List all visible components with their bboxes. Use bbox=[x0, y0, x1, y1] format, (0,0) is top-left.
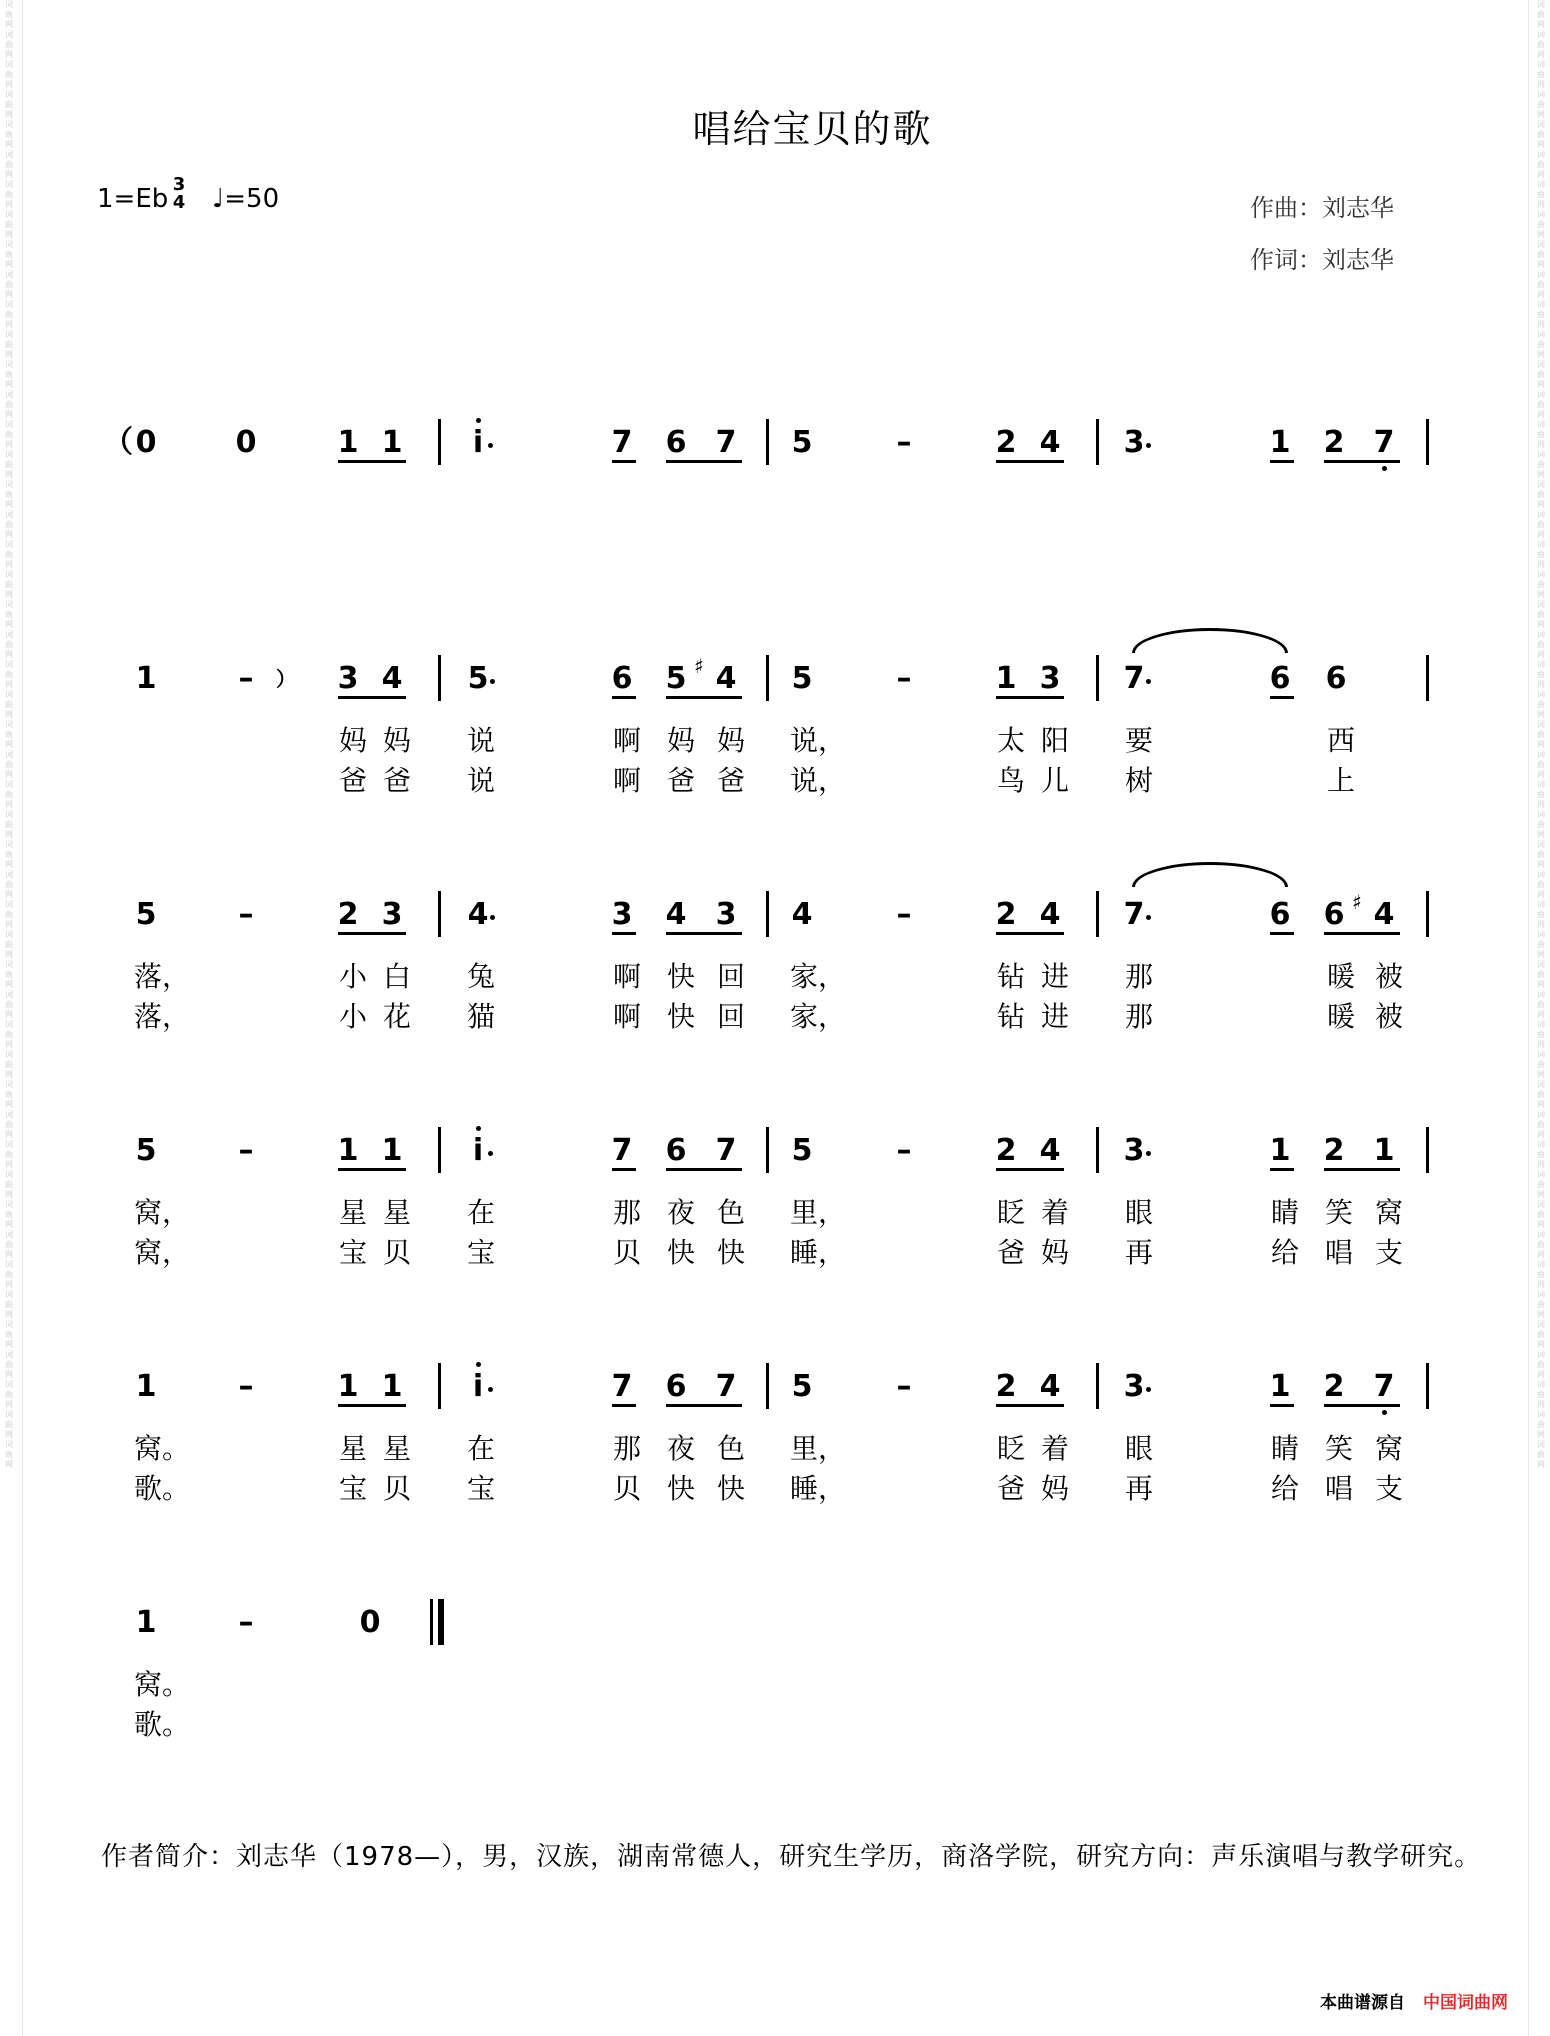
dash: – bbox=[896, 425, 912, 460]
lyric: 被 bbox=[1374, 1000, 1403, 1033]
lyric: 要 bbox=[1124, 724, 1153, 757]
note: 7 bbox=[1123, 897, 1145, 932]
underline bbox=[996, 1168, 1064, 1171]
underline bbox=[1270, 1168, 1294, 1171]
underline bbox=[612, 460, 636, 463]
note: 7 bbox=[715, 425, 737, 460]
lyric: 快 bbox=[666, 1236, 695, 1269]
note: 1 bbox=[135, 661, 157, 696]
lyric: 家， bbox=[790, 960, 847, 993]
underline bbox=[1324, 932, 1400, 935]
lyric: 睡， bbox=[790, 1472, 847, 1505]
slur bbox=[1132, 628, 1288, 653]
underline bbox=[1324, 1168, 1400, 1171]
augmentation-dot bbox=[488, 443, 493, 448]
note: 0 bbox=[359, 1605, 381, 1640]
barline bbox=[438, 1127, 441, 1173]
barline bbox=[438, 655, 441, 701]
tempo-marking: ♩=50 bbox=[212, 184, 280, 214]
lyric: 树 bbox=[1124, 764, 1153, 797]
barline bbox=[1426, 1127, 1429, 1173]
underline bbox=[338, 932, 406, 935]
note: 5 bbox=[791, 1369, 813, 1404]
lyric: 儿 bbox=[1040, 764, 1069, 797]
underline bbox=[666, 460, 742, 463]
lyric: 西 bbox=[1326, 724, 1355, 757]
note: 4 bbox=[381, 661, 403, 696]
note: 1 bbox=[337, 1133, 359, 1168]
lyric: 啊 bbox=[612, 1000, 641, 1033]
low-octave-dot bbox=[1382, 1410, 1387, 1415]
high-octave-dot bbox=[476, 418, 481, 423]
lyric: 贝 bbox=[612, 1472, 641, 1505]
lyric: 睛 bbox=[1270, 1432, 1299, 1465]
lyric: 里， bbox=[790, 1196, 847, 1229]
dash: – bbox=[238, 1369, 254, 1404]
time-signature bbox=[172, 176, 186, 212]
note: 7 bbox=[611, 1133, 633, 1168]
note: 1 bbox=[337, 1369, 359, 1404]
high-octave-dot bbox=[476, 1126, 481, 1131]
note: 1 bbox=[381, 1369, 403, 1404]
note: 1 bbox=[381, 425, 403, 460]
lyric: 在 bbox=[466, 1432, 495, 1465]
lyric: 兔 bbox=[466, 960, 495, 993]
author-bio: 作者简介：刘志华（1978—），男，汉族，湖南常德人，研究生学历，商洛学院，研究方向：声乐演唱与教学研究。 bbox=[101, 1842, 1482, 1872]
lyric: 爸 bbox=[338, 764, 367, 797]
note: i bbox=[472, 1369, 484, 1404]
lyric: 啊 bbox=[612, 724, 641, 757]
barline bbox=[766, 655, 769, 701]
lyric: 唱 bbox=[1324, 1472, 1353, 1505]
sharp-sign: ♯ bbox=[694, 654, 704, 678]
note: 4 bbox=[791, 897, 813, 932]
dash: – bbox=[238, 1133, 254, 1168]
lyric: 眼 bbox=[1124, 1432, 1153, 1465]
lyric: 睡， bbox=[790, 1236, 847, 1269]
note: 3 bbox=[1123, 1369, 1145, 1404]
note: 6 bbox=[665, 1369, 687, 1404]
underline bbox=[338, 460, 406, 463]
dash: – bbox=[238, 661, 254, 696]
lyric: 啊 bbox=[612, 960, 641, 993]
underline bbox=[666, 696, 742, 699]
lyric: 说， bbox=[790, 724, 847, 757]
lyric: 回 bbox=[716, 1000, 745, 1033]
lyric: 色 bbox=[716, 1432, 745, 1465]
lyric: 妈 bbox=[666, 724, 695, 757]
lyric: 回 bbox=[716, 960, 745, 993]
augmentation-dot bbox=[488, 1387, 493, 1392]
note: 2 bbox=[1323, 425, 1345, 460]
lyric: 鸟 bbox=[996, 764, 1025, 797]
lyricist-credit: 作词：刘志华 bbox=[1250, 246, 1394, 274]
underline bbox=[612, 1168, 636, 1171]
key-signature: 1=Eb bbox=[97, 184, 169, 214]
lyric: 歌。 bbox=[134, 1708, 191, 1741]
underline bbox=[338, 1168, 406, 1171]
lyric: 暖 bbox=[1326, 960, 1355, 993]
lyric: 快 bbox=[716, 1472, 745, 1505]
augmentation-dot bbox=[490, 679, 495, 684]
lyric: 星 bbox=[338, 1196, 367, 1229]
lyric: 宝 bbox=[338, 1236, 367, 1269]
dash: – bbox=[896, 1133, 912, 1168]
lyric: 钻 bbox=[996, 960, 1025, 993]
note: 3 bbox=[1039, 661, 1061, 696]
composer-credit: 作曲：刘志华 bbox=[1250, 194, 1394, 222]
lyric: 家， bbox=[790, 1000, 847, 1033]
lyric: 窝 bbox=[1374, 1196, 1403, 1229]
lyric: 妈 bbox=[716, 724, 745, 757]
lyric: 落， bbox=[134, 1000, 191, 1033]
barline bbox=[1096, 419, 1099, 465]
underline bbox=[1270, 932, 1294, 935]
lyric: 宝 bbox=[466, 1236, 495, 1269]
lyric: 窝。 bbox=[134, 1432, 191, 1465]
lyric: 贝 bbox=[382, 1472, 411, 1505]
note: 4 bbox=[1373, 897, 1395, 932]
note: 7 bbox=[1123, 661, 1145, 696]
note: 4 bbox=[1039, 897, 1061, 932]
lyric: 花 bbox=[382, 1000, 411, 1033]
lyric: 再 bbox=[1124, 1472, 1153, 1505]
barline bbox=[766, 891, 769, 937]
note: i bbox=[472, 425, 484, 460]
dash: – bbox=[238, 1605, 254, 1640]
note: 5 bbox=[135, 897, 157, 932]
lyric: 小 bbox=[338, 1000, 367, 1033]
note: 6 bbox=[1323, 897, 1345, 932]
note: 2 bbox=[337, 897, 359, 932]
lyric: 夜 bbox=[666, 1196, 695, 1229]
note: 4 bbox=[467, 897, 489, 932]
lyric: 阳 bbox=[1040, 724, 1069, 757]
slur bbox=[1132, 862, 1288, 887]
source-footer bbox=[1320, 1988, 1508, 2013]
lyric: 爸 bbox=[996, 1236, 1025, 1269]
dash: – bbox=[896, 1369, 912, 1404]
open-paren: （ bbox=[103, 425, 133, 460]
lyric: 那 bbox=[612, 1432, 641, 1465]
lyric: 妈 bbox=[1040, 1236, 1069, 1269]
underline bbox=[338, 1404, 406, 1407]
lyric: 给 bbox=[1270, 1472, 1299, 1505]
lyric: 进 bbox=[1040, 1000, 1069, 1033]
underline bbox=[338, 696, 406, 699]
note: 3 bbox=[715, 897, 737, 932]
lyric: 太 bbox=[996, 724, 1025, 757]
lyric: 里， bbox=[790, 1432, 847, 1465]
barline bbox=[438, 1363, 441, 1409]
underline bbox=[1324, 460, 1400, 463]
lyric: 说 bbox=[466, 724, 495, 757]
underline bbox=[666, 1168, 742, 1171]
barline bbox=[1096, 1127, 1099, 1173]
note: 6 bbox=[1269, 897, 1291, 932]
barline bbox=[1096, 655, 1099, 701]
lyric: 被 bbox=[1374, 960, 1403, 993]
lyric: 歌。 bbox=[134, 1472, 191, 1505]
underline bbox=[666, 932, 742, 935]
underline bbox=[996, 1404, 1064, 1407]
barline bbox=[1426, 655, 1429, 701]
note: 7 bbox=[611, 425, 633, 460]
dash: – bbox=[238, 897, 254, 932]
lyric: 快 bbox=[666, 960, 695, 993]
time-signature-top: 3 bbox=[172, 174, 186, 195]
lyric: 给 bbox=[1270, 1236, 1299, 1269]
note: 4 bbox=[715, 661, 737, 696]
note: 6 bbox=[1269, 661, 1291, 696]
lyric: 贝 bbox=[382, 1236, 411, 1269]
lyric: 再 bbox=[1124, 1236, 1153, 1269]
underline bbox=[612, 932, 636, 935]
note: 2 bbox=[995, 425, 1017, 460]
note: 4 bbox=[1039, 1133, 1061, 1168]
note: 2 bbox=[1323, 1369, 1345, 1404]
note: 6 bbox=[665, 1133, 687, 1168]
left-margin-line bbox=[22, 0, 23, 2036]
note: 2 bbox=[995, 1369, 1017, 1404]
sharp-sign: ♯ bbox=[1352, 890, 1362, 914]
augmentation-dot bbox=[1146, 1151, 1151, 1156]
lyric: 爸 bbox=[716, 764, 745, 797]
lyric: 窝， bbox=[134, 1236, 191, 1269]
lyric: 妈 bbox=[338, 724, 367, 757]
augmentation-dot bbox=[490, 915, 495, 920]
lyric: 星 bbox=[338, 1432, 367, 1465]
underline bbox=[612, 1404, 636, 1407]
dash: – bbox=[896, 661, 912, 696]
lyric: 笑 bbox=[1324, 1196, 1353, 1229]
note: 6 bbox=[1325, 661, 1347, 696]
note: 3 bbox=[381, 897, 403, 932]
lyric: 眨 bbox=[996, 1196, 1025, 1229]
augmentation-dot bbox=[1146, 915, 1151, 920]
time-signature-bottom: 4 bbox=[172, 192, 186, 213]
lyric: 窝， bbox=[134, 1196, 191, 1229]
final-barline-thin bbox=[430, 1599, 433, 1645]
lyric: 暖 bbox=[1326, 1000, 1355, 1033]
lyric: 贝 bbox=[612, 1236, 641, 1269]
note: 2 bbox=[995, 897, 1017, 932]
lyric: 爸 bbox=[382, 764, 411, 797]
underline bbox=[996, 460, 1064, 463]
note: i bbox=[472, 1133, 484, 1168]
note: 1 bbox=[337, 425, 359, 460]
note: 5 bbox=[135, 1133, 157, 1168]
note: 1 bbox=[1373, 1133, 1395, 1168]
underline bbox=[666, 1404, 742, 1407]
augmentation-dot bbox=[1146, 443, 1151, 448]
lyric: 妈 bbox=[1040, 1472, 1069, 1505]
note: 2 bbox=[995, 1133, 1017, 1168]
note: 5 bbox=[665, 661, 687, 696]
underline bbox=[1270, 460, 1294, 463]
lyric: 落， bbox=[134, 960, 191, 993]
lyric: 夜 bbox=[666, 1432, 695, 1465]
right-watermark: 词曲网词曲网词曲网词曲网词曲网词曲网词曲网词曲网词曲网词曲网词曲网词曲网词曲网词曲网词曲网词曲网词曲网词曲网词曲网词曲网词曲网词曲网词曲网词曲网词曲网词曲网词曲网词曲网词曲网词曲网词曲网词曲网词曲网词曲网词曲网词曲网词曲网词曲网词曲网词曲网词曲网词曲网词曲网词曲网词曲网词曲网词曲网词曲网词曲网 bbox=[1537, 0, 1545, 1469]
note: 4 bbox=[1039, 425, 1061, 460]
note: 2 bbox=[1323, 1133, 1345, 1168]
final-barline-thick bbox=[438, 1599, 444, 1645]
note: 3 bbox=[611, 897, 633, 932]
lyric: 着 bbox=[1040, 1196, 1069, 1229]
underline bbox=[996, 932, 1064, 935]
note: 1 bbox=[1269, 425, 1291, 460]
lyric: 啊 bbox=[612, 764, 641, 797]
lyric: 宝 bbox=[338, 1472, 367, 1505]
barline bbox=[1096, 891, 1099, 937]
lyric: 在 bbox=[466, 1196, 495, 1229]
lyric: 那 bbox=[1124, 1000, 1153, 1033]
lyric: 快 bbox=[666, 1472, 695, 1505]
lyric: 窝 bbox=[1374, 1432, 1403, 1465]
lyric: 快 bbox=[666, 1000, 695, 1033]
barline bbox=[1426, 419, 1429, 465]
lyric: 眨 bbox=[996, 1432, 1025, 1465]
note: 5 bbox=[791, 1133, 813, 1168]
lyric: 钻 bbox=[996, 1000, 1025, 1033]
lyric: 爸 bbox=[666, 764, 695, 797]
left-watermark: 词曲网词曲网词曲网词曲网词曲网词曲网词曲网词曲网词曲网词曲网词曲网词曲网词曲网词曲网词曲网词曲网词曲网词曲网词曲网词曲网词曲网词曲网词曲网词曲网词曲网词曲网词曲网词曲网词曲网词曲网词曲网词曲网词曲网词曲网词曲网词曲网词曲网词曲网词曲网词曲网词曲网词曲网词曲网词曲网词曲网词曲网词曲网词曲网词曲网 bbox=[5, 0, 13, 1469]
underline bbox=[996, 696, 1064, 699]
lyric: 睛 bbox=[1270, 1196, 1299, 1229]
note: 1 bbox=[995, 661, 1017, 696]
note: 7 bbox=[1373, 425, 1395, 460]
lyric: 猫 bbox=[466, 1000, 495, 1033]
barline bbox=[766, 1363, 769, 1409]
source-site-link[interactable]: 中国词曲网 bbox=[1423, 1993, 1508, 2013]
barline bbox=[766, 419, 769, 465]
barline bbox=[766, 1127, 769, 1173]
note: 1 bbox=[1269, 1369, 1291, 1404]
barline bbox=[1096, 1363, 1099, 1409]
note: 3 bbox=[1123, 1133, 1145, 1168]
note: 3 bbox=[1123, 425, 1145, 460]
note: 1 bbox=[135, 1605, 157, 1640]
lyric: 支 bbox=[1374, 1236, 1403, 1269]
low-octave-dot bbox=[1382, 466, 1387, 471]
lyric: 白 bbox=[382, 960, 411, 993]
lyric: 进 bbox=[1040, 960, 1069, 993]
augmentation-dot bbox=[1146, 1387, 1151, 1392]
note: 1 bbox=[1269, 1133, 1291, 1168]
lyric: 支 bbox=[1374, 1472, 1403, 1505]
note: 6 bbox=[611, 661, 633, 696]
close-paren: ） bbox=[276, 667, 296, 691]
note: 5 bbox=[467, 661, 489, 696]
lyric: 小 bbox=[338, 960, 367, 993]
underline bbox=[1270, 1404, 1294, 1407]
lyric: 唱 bbox=[1324, 1236, 1353, 1269]
underline bbox=[612, 696, 636, 699]
note: 7 bbox=[611, 1369, 633, 1404]
lyric: 色 bbox=[716, 1196, 745, 1229]
lyric: 快 bbox=[716, 1236, 745, 1269]
barline bbox=[438, 891, 441, 937]
lyric: 爸 bbox=[996, 1472, 1025, 1505]
barline bbox=[438, 419, 441, 465]
note: 1 bbox=[135, 1369, 157, 1404]
lyric: 说 bbox=[466, 764, 495, 797]
note: 6 bbox=[665, 425, 687, 460]
augmentation-dot bbox=[1146, 679, 1151, 684]
high-octave-dot bbox=[476, 1362, 481, 1367]
lyric: 星 bbox=[382, 1196, 411, 1229]
song-title: 唱给宝贝的歌 bbox=[692, 107, 933, 151]
lyric: 那 bbox=[1124, 960, 1153, 993]
lyric: 笑 bbox=[1324, 1432, 1353, 1465]
lyric: 窝。 bbox=[134, 1668, 191, 1701]
lyric: 上 bbox=[1326, 764, 1355, 797]
note: 5 bbox=[791, 425, 813, 460]
lyric: 宝 bbox=[466, 1472, 495, 1505]
lyric: 妈 bbox=[382, 724, 411, 757]
lyric: 星 bbox=[382, 1432, 411, 1465]
note: 7 bbox=[1373, 1369, 1395, 1404]
note: 0 bbox=[135, 425, 157, 460]
note: 4 bbox=[1039, 1369, 1061, 1404]
barline bbox=[1426, 1363, 1429, 1409]
note: 3 bbox=[337, 661, 359, 696]
augmentation-dot bbox=[488, 1151, 493, 1156]
note: 4 bbox=[665, 897, 687, 932]
underline bbox=[1324, 1404, 1400, 1407]
lyric: 眼 bbox=[1124, 1196, 1153, 1229]
barline bbox=[1426, 891, 1429, 937]
note: 5 bbox=[791, 661, 813, 696]
note: 7 bbox=[715, 1369, 737, 1404]
lyric: 说， bbox=[790, 764, 847, 797]
lyric: 着 bbox=[1040, 1432, 1069, 1465]
note: 1 bbox=[381, 1133, 403, 1168]
underline bbox=[1270, 696, 1294, 699]
lyric: 那 bbox=[612, 1196, 641, 1229]
note: 0 bbox=[235, 425, 257, 460]
right-margin-line bbox=[1528, 0, 1529, 2036]
source-label: 本曲谱源自 bbox=[1320, 1993, 1405, 2013]
dash: – bbox=[896, 897, 912, 932]
note: 7 bbox=[715, 1133, 737, 1168]
